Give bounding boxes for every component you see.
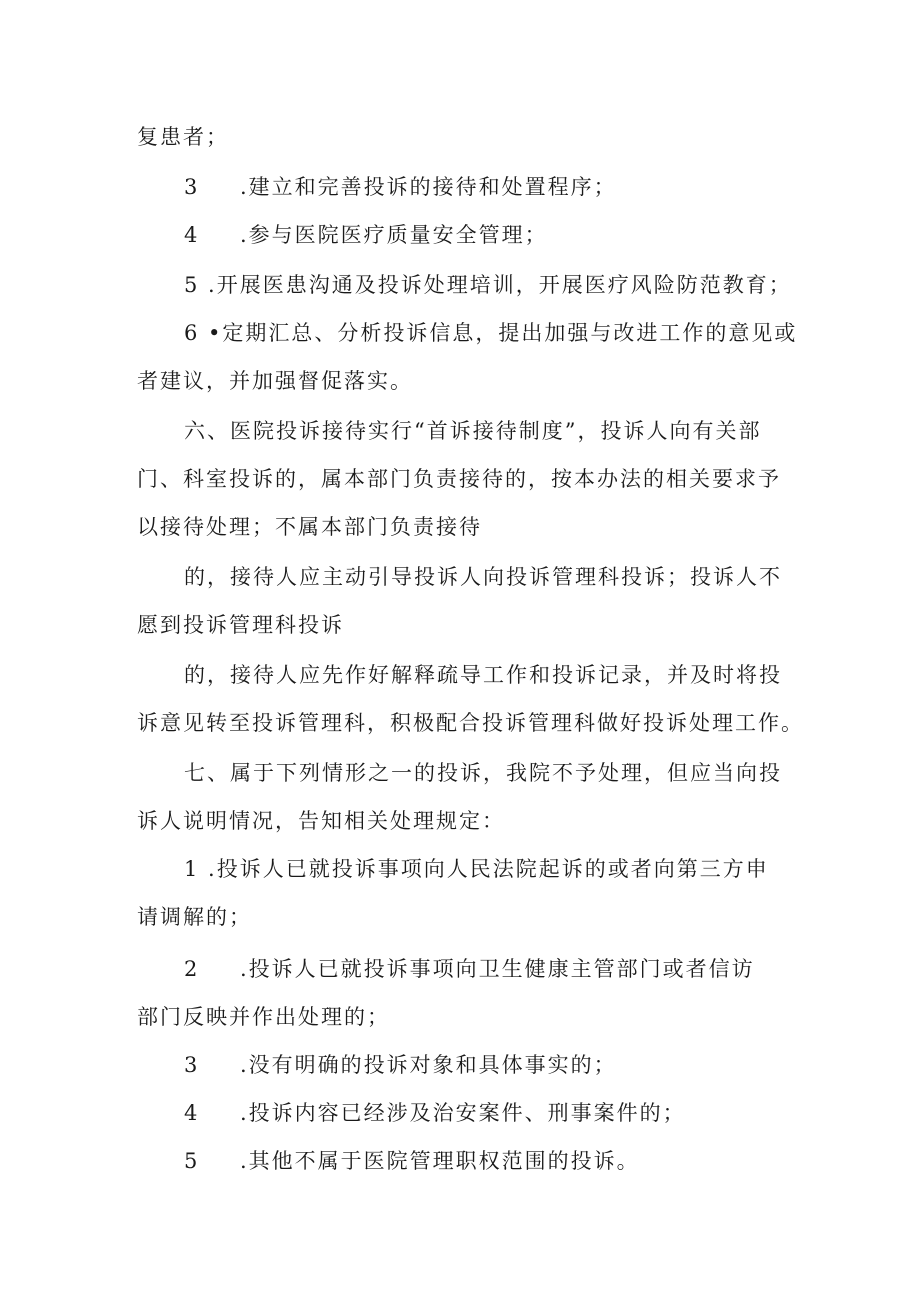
- text-line: 诉人说明情况，告知相关处理规定：: [137, 809, 505, 833]
- text-line: 诉意见转至投诉管理科，积极配合投诉管理科做好投诉处理工作。: [137, 711, 804, 735]
- text-line: 的，接待人应主动引导投诉人向投诉管理科投诉；投诉人不: [184, 565, 782, 589]
- text-line: 1 .投诉人已就投诉事项向人民法院起诉的或者向第三方申: [184, 857, 769, 881]
- text-line: 门、科室投诉的，属本部门负责接待的，按本办法的相关要求予: [137, 467, 781, 491]
- text-line: .参与医院医疗质量安全管理；: [240, 223, 548, 247]
- list-number: 3: [184, 175, 198, 199]
- text-line: 以接待处理；不属本部门负责接待: [137, 515, 482, 539]
- text-line: 者建议，并加强督促落实。: [137, 369, 413, 393]
- text-line: .投诉人已就投诉事项向卫生健康主管部门或者信访: [240, 957, 755, 981]
- text-line: 愿到投诉管理科投诉: [137, 613, 344, 637]
- text-line: 部门反映并作出处理的；: [137, 1005, 390, 1029]
- list-number: 5: [184, 1149, 198, 1173]
- text-line: 6 •定期汇总、分析投诉信息，提出加强与改进工作的意见或: [184, 321, 798, 345]
- list-number: 4: [184, 223, 198, 247]
- text-line: 的，接待人应先作好解释疏导工作和投诉记录，并及时将投: [184, 663, 782, 687]
- text-line: 七、属于下列情形之一的投诉，我院不予处理，但应当向投: [184, 761, 782, 785]
- text-line: .没有明确的投诉对象和具体事实的；: [240, 1053, 617, 1077]
- text-line: .其他不属于医院管理职权范围的投诉。: [240, 1149, 640, 1173]
- text-line: .投诉内容已经涉及治安案件、刑事案件的；: [240, 1101, 686, 1125]
- text-line: 六、医院投诉接待实行“首诉接待制度”，投诉人向有关部: [184, 419, 762, 443]
- text-line: 复患者；: [137, 125, 229, 149]
- list-number: 4: [184, 1101, 198, 1125]
- list-number: 3: [184, 1053, 198, 1077]
- list-number: 2: [184, 957, 198, 981]
- text-line: 请调解的；: [137, 905, 252, 929]
- text-line: .建立和完善投诉的接待和处置程序；: [240, 175, 617, 199]
- text-line: 5 .开展医患沟通及投诉处理培训，开展医疗风险防范教育；: [184, 273, 792, 297]
